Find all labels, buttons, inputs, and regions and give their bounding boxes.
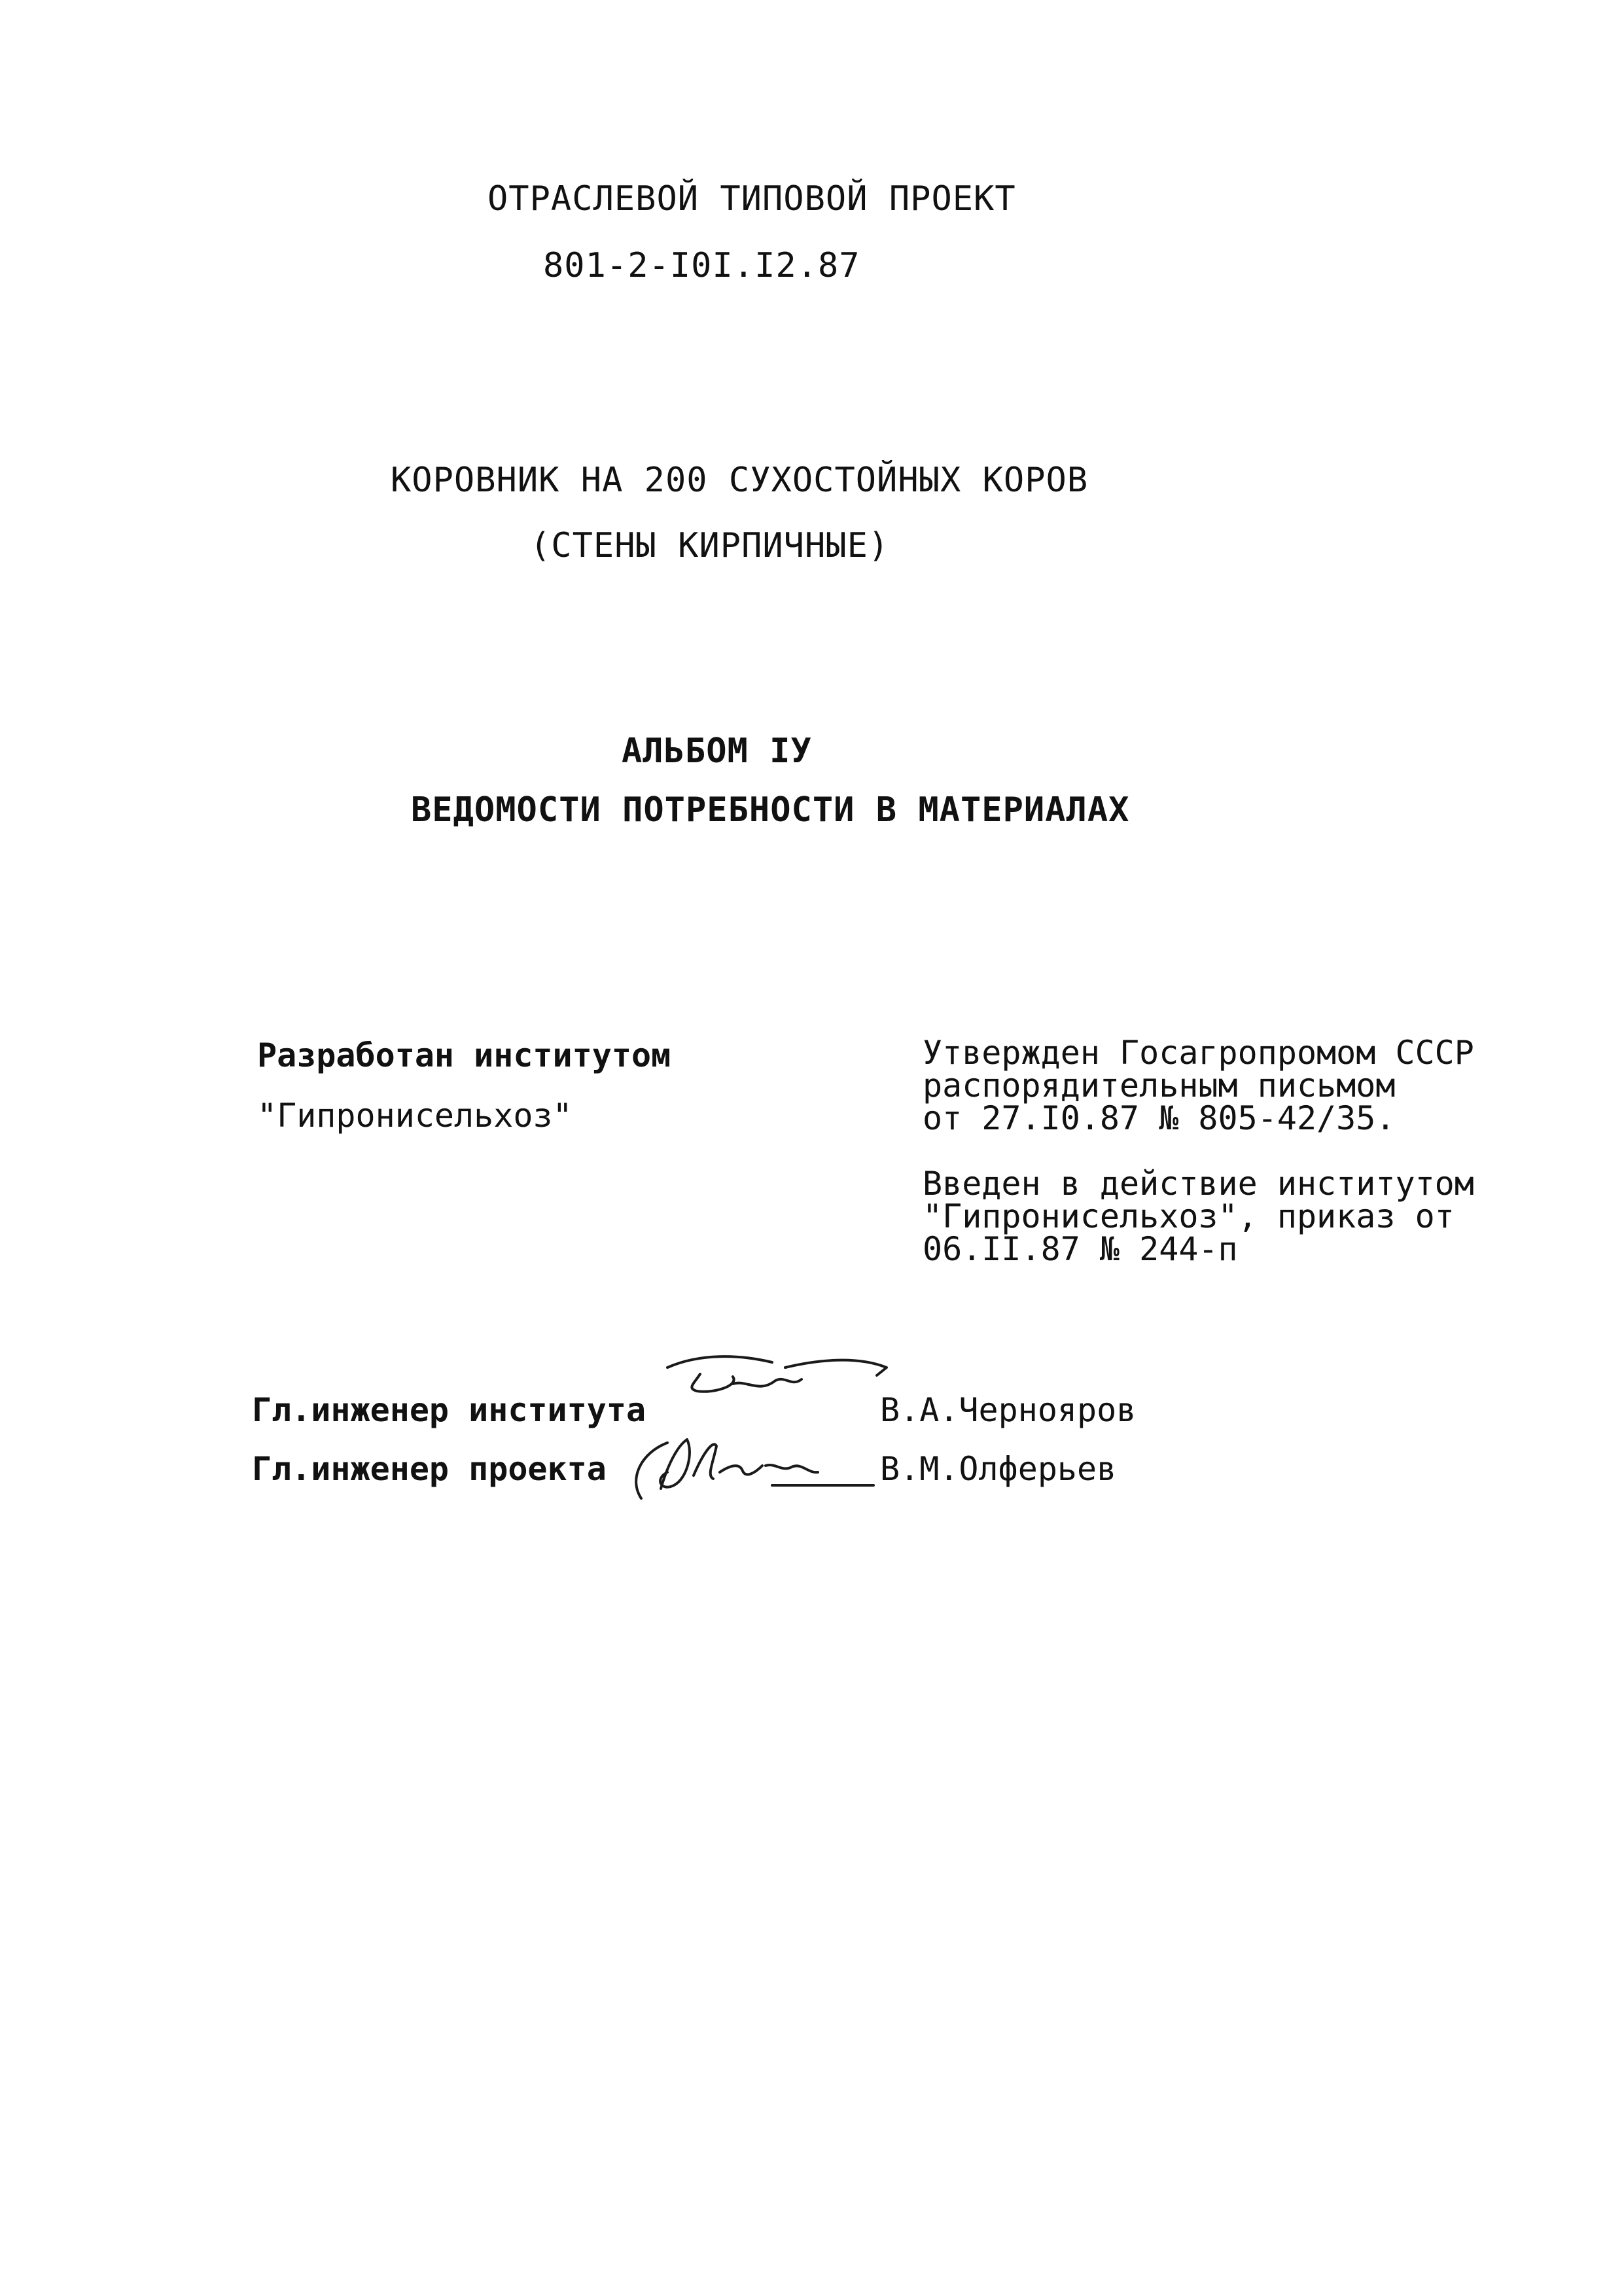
approval-line2: распорядительным письмом [923, 1067, 1396, 1104]
signatory-role-1: Гл.инженер института [252, 1391, 646, 1429]
approval-line1: Утвержден Госагропромом СССР [923, 1034, 1474, 1072]
developer-label: Разработан институтом [257, 1036, 671, 1074]
handwritten-signature-icon [615, 1426, 877, 1511]
enacted-line3: 06.II.87 № 244-п [923, 1230, 1238, 1268]
document-title-line2: (СТЕНЫ КИРПИЧНЫЕ) [530, 526, 890, 565]
approval-line3: от 27.I0.87 № 805-42/35. [923, 1099, 1396, 1137]
document-title-line1: КОРОВНИК НА 200 СУХОСТОЙНЫХ КОРОВ [391, 461, 1089, 500]
signatory-name-2: В.М.Олферьев [880, 1450, 1117, 1488]
album-name: АЛЬБОМ IУ [622, 732, 812, 771]
project-type: ОТРАСЛЕВОЙ ТИПОВОЙ ПРОЕКТ [487, 179, 1016, 219]
enacted-line1: Введен в действие институтом [923, 1165, 1474, 1203]
signatory-role-2: Гл.инженер проекта [252, 1450, 607, 1488]
project-number: 801-2-I0I.I2.87 [543, 246, 860, 285]
developer-institute: "Гипронисельхоз" [257, 1097, 573, 1135]
enacted-line2: "Гипронисельхоз", приказ от [923, 1197, 1455, 1235]
handwritten-signature-icon [661, 1348, 896, 1420]
signatory-name-1: В.А.Чернояров [880, 1391, 1137, 1429]
album-subject: ВЕДОМОСТИ ПОТРЕБНОСТИ В МАТЕРИАЛАХ [411, 790, 1130, 830]
